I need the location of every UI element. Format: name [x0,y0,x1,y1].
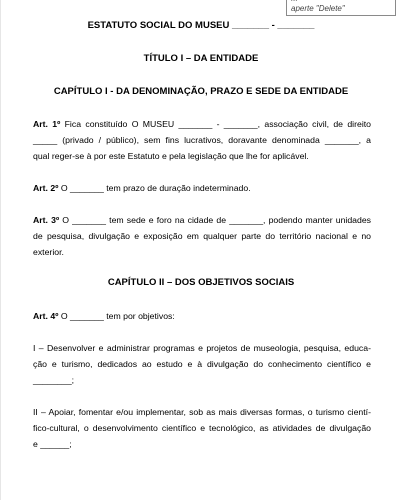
document-title: ESTATUTO SOCIAL DO MUSEU _______ - _______ [87,20,315,31]
note-line: aperte "Delete" [291,4,345,13]
article-1 [33,116,371,164]
capitulo-2-heading: CAPÍTULO II – DOS OBJETIVOS SOCIAIS [107,277,295,288]
item-text: I – Desenvolver e administrar programas e projetos de museologia, pesquisa, educa- [33,343,371,353]
instruction-note [286,0,396,16]
item-text: fico-cultural, o desenvolvimento científico e tecnológico, as atividades de divulgação [33,423,371,433]
article-text: de pesquisa, divulgação e exposição em qualquer parte do território nacional e no [33,231,371,241]
item-text: ção e turismo, dedicados ao estudo e à divulgação do conhecimento científico e [33,359,371,369]
article-4 [33,308,371,324]
article-text: _____ (privado / público), sem fins lucrativos, doravante denominada _______, a [33,135,371,145]
article-text: O _______ tem sede e foro na cidade de _______, podendo manter unidades [62,215,372,225]
article-text: O _______ tem prazo de duração indeterminado. [60,183,251,193]
article-label: Art. 4º [33,311,59,321]
article-text: Fica constituído O MUSEU _______ - _______, associação civil, de direito [64,119,371,129]
capitulo-1-heading: CAPÍTULO I - DA DENOMINAÇÃO, PRAZO E SEDE DA ENTIDADE [53,86,349,97]
article-text: O _______ tem por objetivos: [60,311,175,321]
article-text: exterior. [33,247,64,257]
article-3 [33,212,371,260]
item-text: e ______; [33,439,72,449]
article-text: qual reger-se à por este Estatuto e pela legislação que lhe for aplicável. [33,151,309,161]
article-2 [33,180,371,196]
article-label: Art. 2º [33,183,59,193]
objective-item-1 [33,340,371,388]
objective-item-2 [33,404,371,452]
item-text: ________; [33,375,75,385]
article-label: Art. 3º [33,215,60,225]
article-label: Art. 1º [33,119,61,129]
item-text: II – Apoiar, fomentar e/ou implementar, sob as mais diversas formas, o turismo cientí- [33,407,371,417]
titulo-heading: TÍTULO I – DA ENTIDADE [143,53,259,64]
